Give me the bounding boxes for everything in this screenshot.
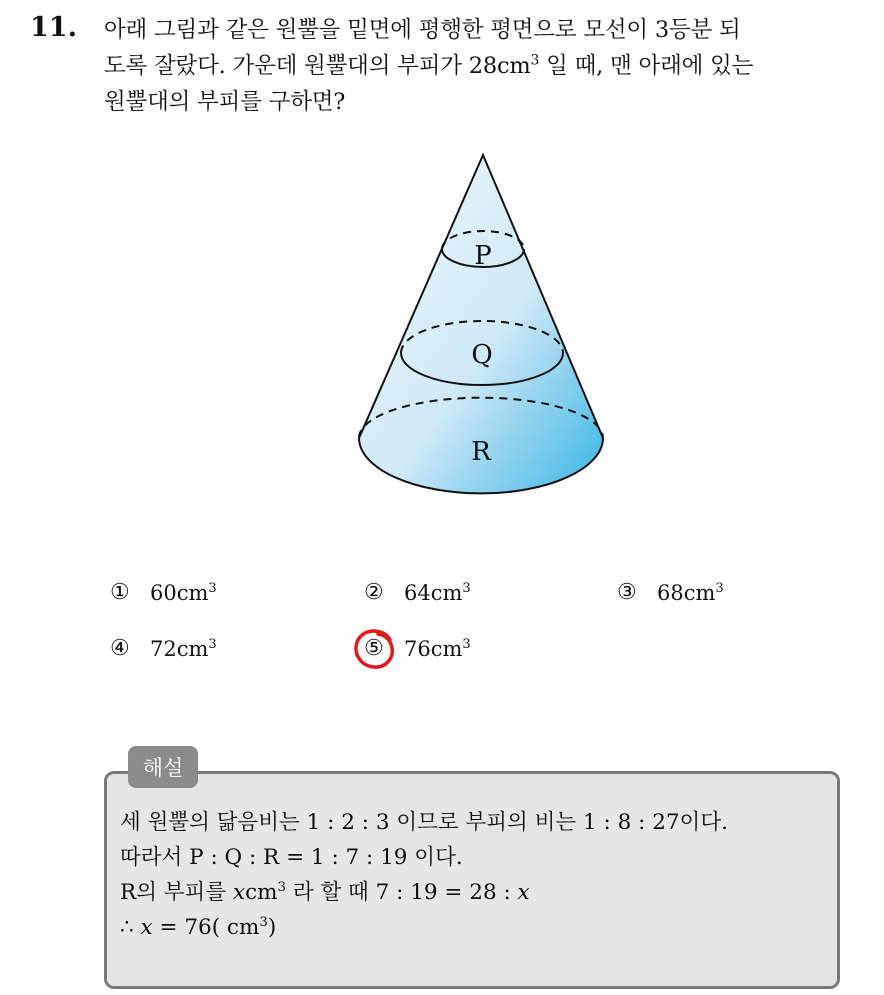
answer-circle-mark — [350, 624, 400, 674]
choice-5-number: ⑤ — [364, 636, 384, 661]
solution-line-4: ∴ x = 76( $cm^3$) — [120, 914, 277, 940]
question-line-2: 도록 잘랐다. 가운데 원뿔대의 부피가 $28cm^3$ 일 때, 맨 아래에 있는 — [104, 52, 754, 79]
choice-4-value: $72cm^3$ — [150, 636, 217, 661]
choice-4-number: ④ — [110, 636, 130, 661]
choice-2-value: $64cm^3$ — [404, 580, 471, 605]
question-line-1: 아래 그림과 같은 원뿔을 밑면에 평행한 평면으로 모선이 3등분 되 — [104, 17, 741, 43]
solution-line-3: R의 부피를 xcm$^3$ 라 할 때 7 : 19 = 28 : x — [120, 879, 530, 905]
question-number: 11. — [30, 12, 77, 43]
choice-3[interactable] — [617, 580, 724, 605]
question-line-3: 원뿔대의 부피를 구하면? — [104, 89, 346, 115]
choice-4[interactable] — [110, 636, 217, 661]
choice-1[interactable] — [110, 580, 217, 605]
question-text — [104, 12, 864, 120]
label-r: R — [471, 437, 491, 467]
solution-text — [120, 805, 830, 945]
label-q: Q — [471, 340, 493, 370]
choice-3-number: ③ — [617, 580, 637, 605]
choice-2-number: ② — [364, 580, 384, 605]
solution-line-1: 세 원뿔의 닮음비는 1 : 2 : 3 이므로 부피의 비는 1 : 8 : 27이다. — [120, 810, 728, 835]
choice-3-value: $68cm^3$ — [657, 580, 724, 605]
choice-1-value: $60cm^3$ — [150, 580, 217, 605]
choice-1-number: ① — [110, 580, 130, 605]
solution-tag: 해설 — [128, 746, 198, 788]
label-p: P — [474, 241, 492, 271]
cone-figure — [300, 140, 620, 510]
choice-5-value: $76cm^3$ — [404, 636, 471, 661]
choice-2[interactable] — [364, 580, 471, 605]
solution-line-2: 따라서 P : Q : R = 1 : 7 : 19 이다. — [120, 845, 463, 870]
